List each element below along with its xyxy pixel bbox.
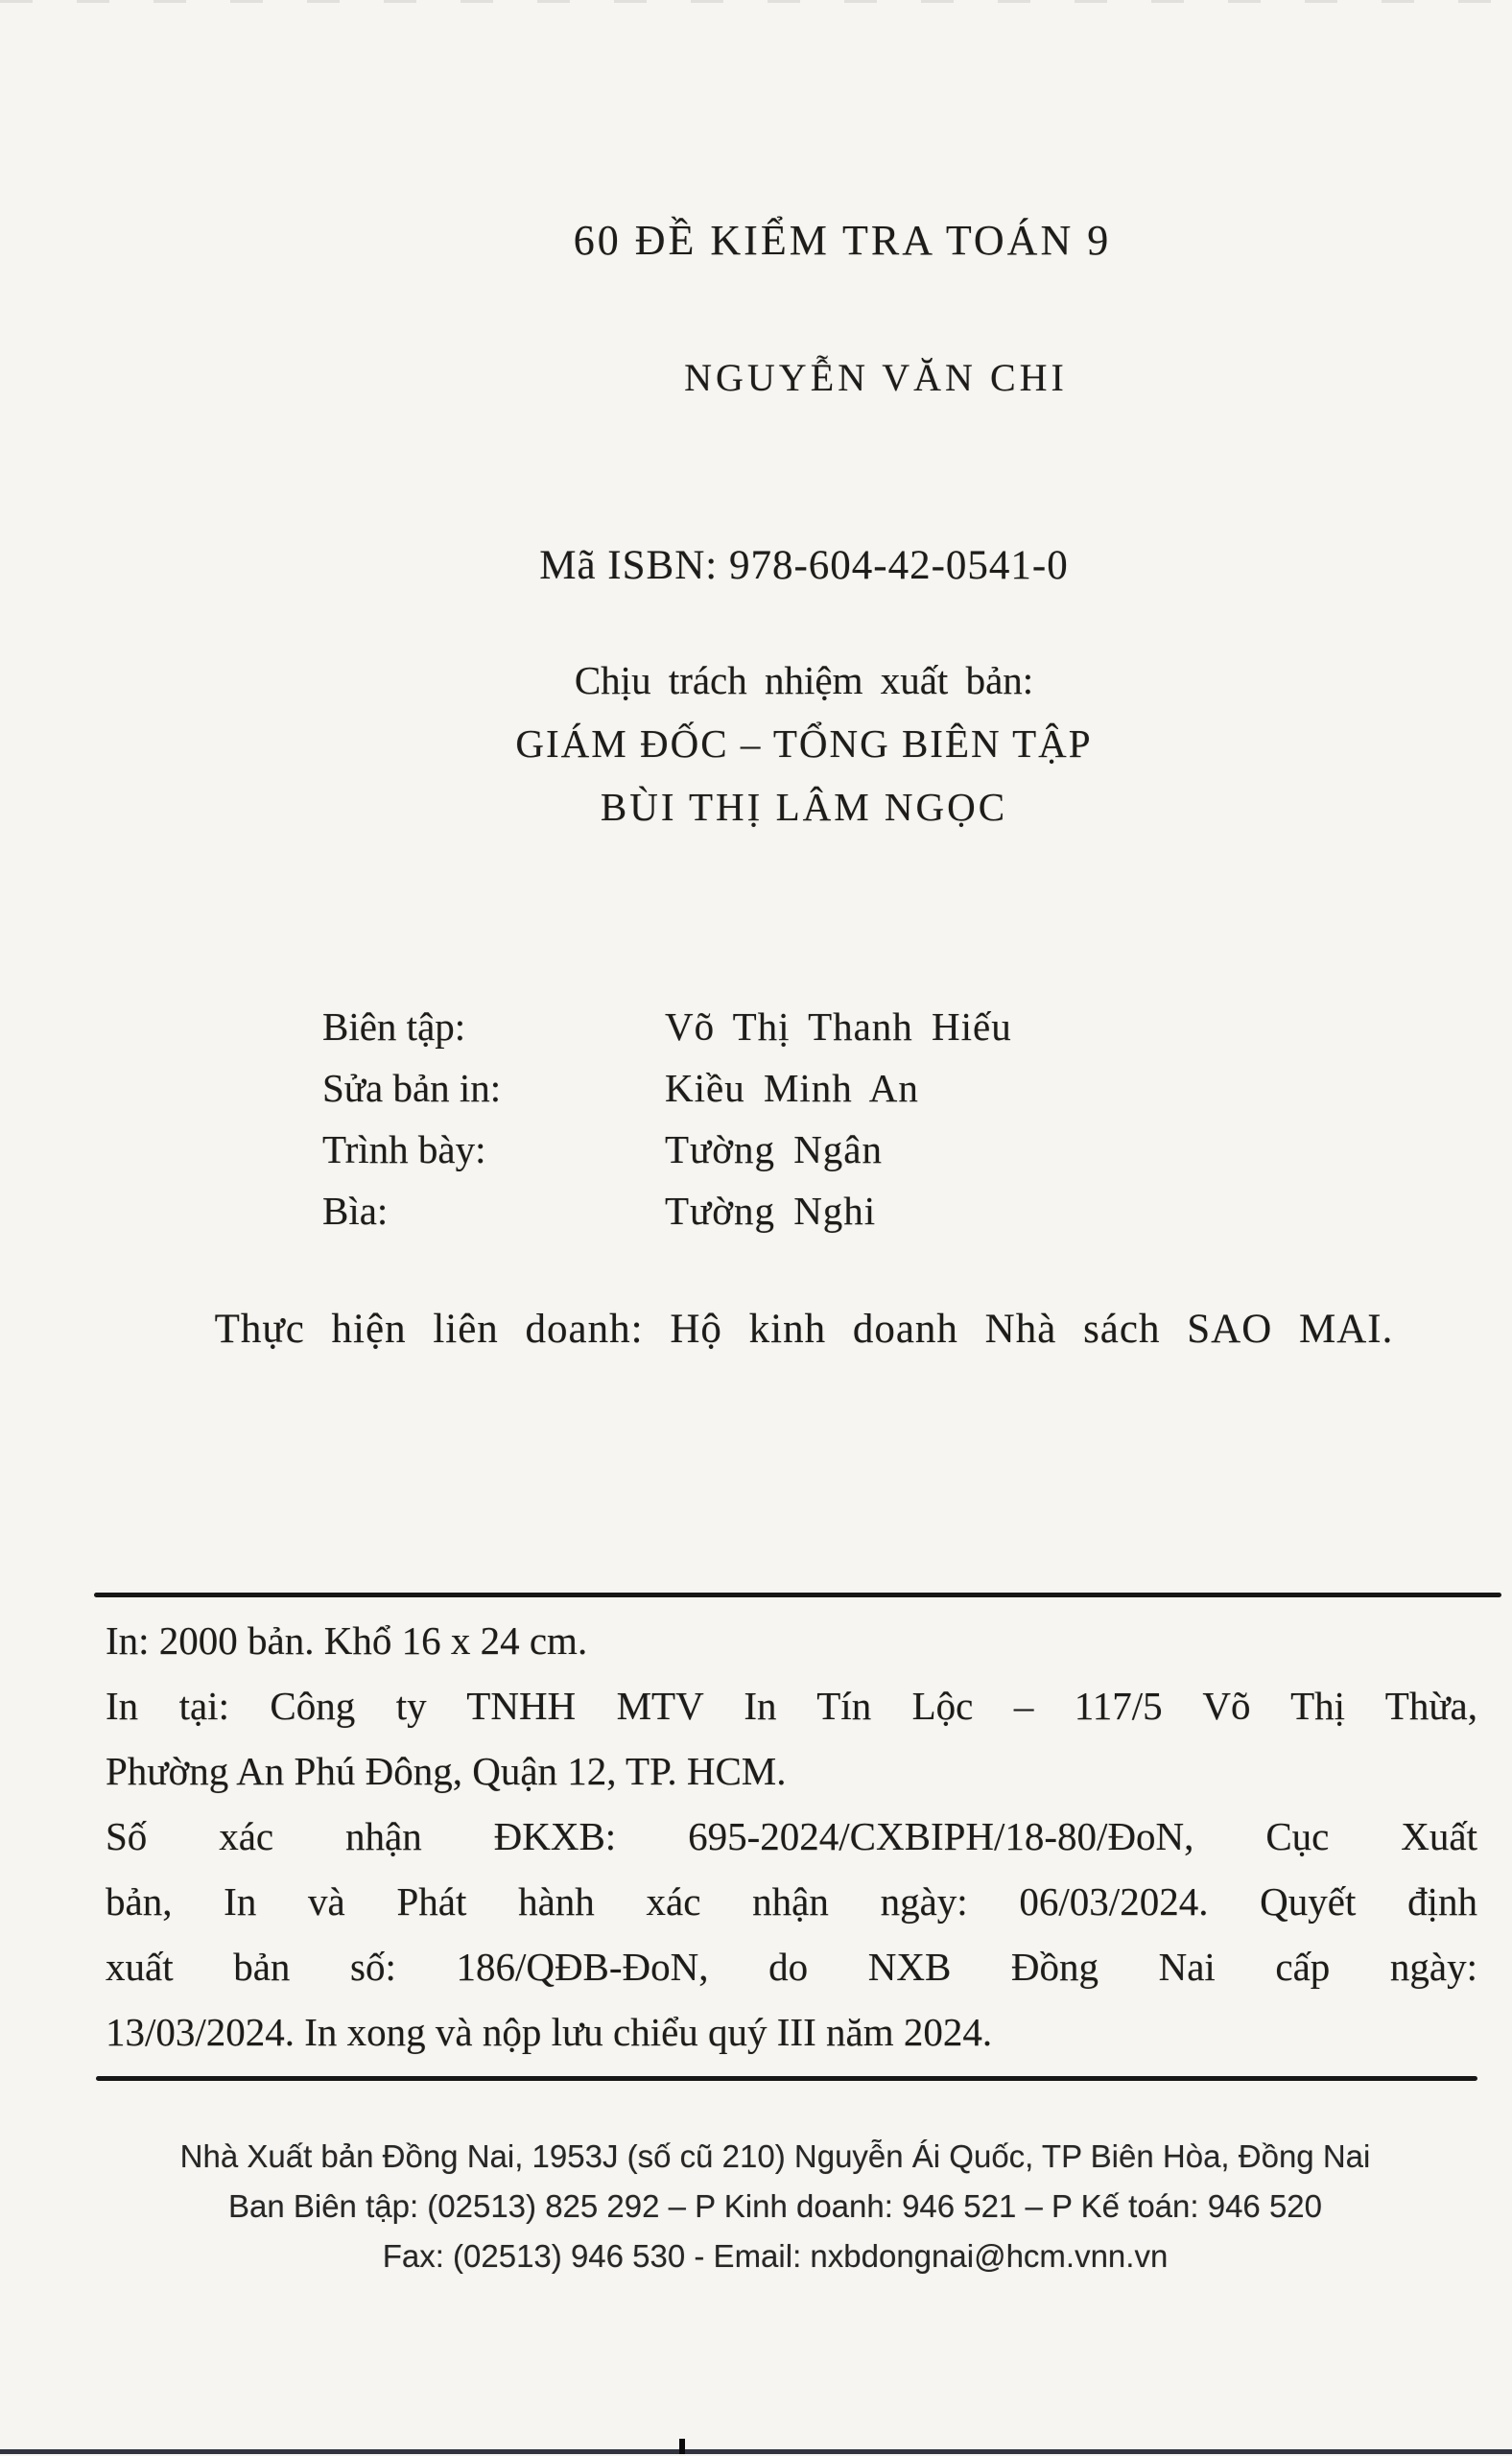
publisher-line: Fax: (02513) 946 530 - Email: nxbdongnai@hcm.vnn.vn bbox=[382, 2238, 1169, 2274]
credits-list bbox=[322, 996, 1012, 1241]
credit-value: Kiều Minh An bbox=[665, 1066, 919, 1110]
book-title: 60 ĐỀ KIỂM TRA TOÁN 9 bbox=[573, 217, 1112, 264]
credit-row bbox=[322, 1180, 1012, 1241]
publisher-footer bbox=[96, 2132, 1454, 2281]
horizontal-rule-bottom bbox=[96, 2076, 1477, 2081]
isbn-line: Mã ISBN: 978-604-42-0541-0 bbox=[539, 543, 1069, 588]
print-registration-block bbox=[106, 1608, 1477, 2065]
print-info-line: xuất bản số: 186/QĐB-ĐoN, do NXB Đồng Nai cấp ngày: bbox=[106, 1945, 1477, 1989]
scan-top-edge-artifact bbox=[0, 0, 1512, 3]
credit-label: Biên tập: bbox=[322, 1004, 466, 1049]
responsibility-role: GIÁM ĐỐC – TỔNG BIÊN TẬP bbox=[515, 721, 1093, 766]
author-name: NGUYỄN VĂN CHI bbox=[684, 356, 1068, 399]
scan-bottom-tick-artifact bbox=[679, 2439, 685, 2454]
print-info-line: In tại: Công ty TNHH MTV In Tín Lộc – 117/5 Võ Thị Thừa, bbox=[106, 1684, 1477, 1728]
joint-venture-line: Thực hiện liên doanh: Hộ kinh doanh Nhà sách SAO MAI. bbox=[214, 1307, 1394, 1352]
scan-bottom-edge-artifact bbox=[0, 2449, 1512, 2454]
responsibility-block bbox=[115, 649, 1493, 838]
credit-row bbox=[322, 996, 1012, 1057]
publisher-line: Ban Biên tập: (02513) 825 292 – P Kinh doanh: 946 521 – P Kế toán: 946 520 bbox=[227, 2188, 1323, 2224]
print-info-line: Số xác nhận ĐKXB: 695-2024/CXBIPH/18-80/ĐoN, Cục Xuất bbox=[106, 1814, 1477, 1858]
credit-value: Võ Thị Thanh Hiếu bbox=[665, 1004, 1012, 1049]
credit-label: Bìa: bbox=[322, 1189, 389, 1233]
publisher-line: Nhà Xuất bản Đồng Nai, 1953J (số cũ 210) Nguyễn Ái Quốc, TP Biên Hòa, Đồng Nai bbox=[179, 2138, 1371, 2174]
credit-label: Sửa bản in: bbox=[322, 1066, 502, 1110]
print-info-line: In: 2000 bản. Khổ 16 x 24 cm. bbox=[106, 1618, 588, 1663]
credit-row bbox=[322, 1057, 1012, 1119]
responsibility-heading: Chịu trách nhiệm xuất bản: bbox=[574, 658, 1034, 702]
print-info-line: Phường An Phú Đông, Quận 12, TP. HCM. bbox=[106, 1749, 787, 1793]
responsibility-name: BÙI THỊ LÂM NGỌC bbox=[600, 785, 1008, 829]
print-info-line: bản, In và Phát hành xác nhận ngày: 06/03/2024. Quyết định bbox=[106, 1879, 1477, 1924]
print-info-line: 13/03/2024. In xong và nộp lưu chiểu quý III năm 2024. bbox=[106, 2010, 993, 2054]
horizontal-rule-top bbox=[94, 1593, 1501, 1597]
credit-row bbox=[322, 1119, 1012, 1180]
credit-label: Trình bày: bbox=[322, 1127, 486, 1171]
credit-value: Tường Nghi bbox=[665, 1189, 877, 1233]
credit-value: Tường Ngân bbox=[665, 1127, 884, 1171]
